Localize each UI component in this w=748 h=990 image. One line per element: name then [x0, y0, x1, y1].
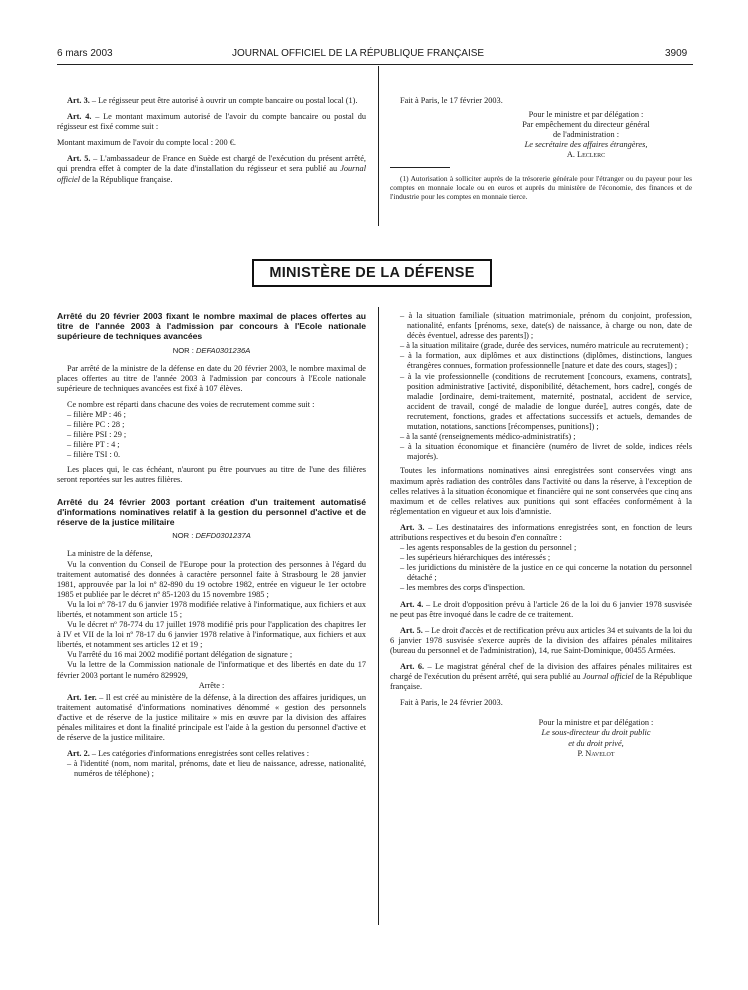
signature-line: Pour le ministre et par délégation : — [528, 110, 644, 120]
nor-label: NOR : — [172, 345, 196, 355]
signature-line: Pour la ministre et par délégation : — [538, 718, 654, 728]
top-art5 — [57, 154, 366, 184]
decree2-paragraph: Vu le décret nº 78-774 du 17 juillet 1978 modifié pris pour l'application des chapitres Ier à IV et VII de la loi nº 78-17 du 6 janvier 1978 relative à l'informatique, aux fichiers et aux libertés, et notamment ses articles 12 et 19 ; — [57, 620, 366, 650]
article-text: – Il est créé au ministère de la défense, à la direction des affaires juridiques, un traitement automatisé d'informations nominatives dénommé « gestion des personnels d'active et de réserve de la justice militaire » mis en œuvre par la division des affaires pénales militaires et dont la finalité principale est l'aide à la gestion du personnel d'active et de réserve de la justice militaire. — [57, 692, 366, 743]
right-column — [390, 311, 692, 759]
done-at-paris: Fait à Paris, le 24 février 2003. — [400, 698, 503, 708]
signature-line — [500, 739, 692, 749]
article-label: Art. 1er. — [67, 692, 97, 702]
list-item: – les agents responsables de la gestion du personnel ; — [400, 543, 577, 553]
right-art3 — [390, 523, 692, 543]
article-text: – Le droit d'accès et de rectification prévu aux articles 34 et suivants de la loi du 6 janvier 1978 susvisée s'exerce auprès de la division des affaires pénales militaires (bureau du personnel et de l'administration), 14, rue Saint-Dominique, 00455 Armées. — [390, 625, 693, 655]
left-column — [57, 311, 366, 784]
signature-block — [500, 718, 692, 758]
journal-officiel-italic: Journal officiel — [57, 164, 366, 184]
article-label: Art. 2. — [67, 749, 90, 759]
signature-line: Par empêchement du directeur général — [522, 120, 650, 130]
column-divider-bottom — [378, 307, 379, 925]
article-label: Art. 4. — [67, 112, 92, 122]
decree1-paragraph: Ce nombre est réparti dans chacune des voies de recrutement comme suit : — [67, 399, 315, 409]
decree1-list — [57, 410, 366, 460]
list-item: – à l'identité (nom, nom marital, prénoms, date et lieu de naissance, adresse, nationalité, numéros de téléphone) ; — [67, 759, 366, 779]
article-text: – Le droit d'opposition prévu à l'article 26 de la loi du 6 janvier 1978 susvisée ne peut pas être invoqué dans le cadre de ce traitement. — [390, 599, 692, 619]
signature-line — [480, 140, 692, 150]
journal-officiel-italic: Journal officiel — [582, 672, 634, 682]
decree2-paragraph: Vu la loi nº 78-17 du 6 janvier 1978 modifiée relative à l'informatique, aux fichiers et aux libertés, et notamment son article 15 ; — [57, 599, 366, 619]
decree2-title: Arrêté du 24 février 2003 portant création d'un traitement automatisé d'informations nominatives relatif à la gestion du personnel d'active et de réserve de la justice militaire — [57, 496, 366, 528]
done-at-paris: Fait à Paris, le 17 février 2003. — [400, 96, 503, 105]
article-label: Art. 6. — [400, 662, 425, 671]
decree2-art2-list — [57, 759, 366, 779]
article-text: – L'ambassadeur de France en Suède est chargé de l'exécution du présent arrêté, qui prendra effet à compter de la date d'installation du régisseur et sera publié au — [57, 154, 366, 174]
top-left-column — [57, 96, 366, 191]
article-label: Art. 3. — [400, 522, 425, 532]
list-item: – les supérieurs hiérarchiques des intéressés ; — [400, 553, 551, 563]
list-item: – à la formation, aux diplômes et aux distinctions (diplômes, distinctions, langues étrangères connues, formation professionnelle [nature et date des cours, stages]) ; — [400, 351, 692, 371]
list-item: – filière PT : 4 ; — [67, 440, 120, 450]
right-list — [390, 311, 692, 462]
signature-block — [480, 110, 692, 160]
list-item: – filière TSI : 0. — [67, 450, 121, 460]
article-text: – Les destinataires des informations enregistrées sont, en fonction de leurs attributions respectives et du besoin d'en connaître : — [390, 522, 693, 542]
decree2-paragraph: Vu l'arrêté du 16 mai 2002 modifié portant délégation de signature ; — [67, 650, 293, 660]
article-text: – Le montant maximum autorisé de l'avoir du compte bancaire ou postal du régisseur est fixé comme suit : — [57, 112, 367, 132]
header-date: 6 mars 2003 — [57, 48, 113, 59]
list-item: – filière PC : 28 ; — [67, 420, 125, 430]
list-item: – à la santé (renseignements médico-administratifs) ; — [400, 432, 576, 442]
nor-code: DEFA0301236A — [195, 345, 251, 355]
header-page-number: 3909 — [665, 48, 688, 59]
list-item: – les juridictions du ministère de la justice en ce qui concerne la notation du personnel détaché ; — [400, 563, 692, 583]
signatory-title: Le sous-directeur du droit public — [541, 728, 651, 738]
art3-list — [390, 543, 692, 593]
signatory-title: et du droit privé, — [568, 738, 624, 748]
signatory-title: Le secrétaire des affaires étrangères, — [524, 140, 648, 150]
list-item: – filière MP : 46 ; — [67, 410, 126, 420]
list-item: – à la vie professionnelle (conditions de recrutement [concours, examens, contrats], position administrative [activité, disponibilité, détachement, hors cadre], congés de maladie [ordinaire, demi-traitement, maternité, postnatal, accident de service, accident de travail, congé de maladie de longue durée], autres congés, date de recrutement, fonctions, grades et affectations successifs et actuels, demandes de mutation, notations, sanctions [récompenses, punitions]) ; — [400, 371, 692, 432]
list-item: – à la situation familiale (situation matrimoniale, prénom du conjoint, profession, nationalité, enfants [prénoms, sexe, date(s) de naissance, à charge ou non, date de décès éventuel, adresse des parents]) ; — [400, 311, 692, 341]
article-text: – Les catégories d'informations enregistrées sont celles relatives : — [89, 749, 310, 759]
article-text: – Le régisseur peut être autorisé à ouvrir un compte bancaire ou postal local (1). — [89, 96, 358, 105]
right-art6 — [390, 662, 692, 692]
article-label: Art. 5. — [400, 625, 423, 635]
article-text: – Le magistrat général chef de la division des affaires pénales militaires est chargé de l'exécution du présent arrêté, qui sera publié au — [390, 662, 692, 682]
top-art4-amount: Montant maximum de l'avoir du compte local : 200 €. — [57, 138, 236, 148]
right-art4 — [390, 600, 692, 620]
list-item: – à la situation militaire (grade, durée des services, numéro matricule au recrutement) ; — [400, 341, 689, 351]
decree2-art1 — [57, 693, 366, 743]
article-label: Art. 4. — [400, 599, 424, 609]
decree2-paragraph: Vu la convention du Conseil de l'Europe pour la protection des personnes à l'égard du traitement automatisé des données à caractère personnel faite à Strasbourg le 28 janvier 1981, approuvée par la loi nº 82-890 du 19 octobre 1982, entrée en vigueur le 1er octobre 1985 et publiée par le décret nº 85-1203 du 15 novembre 1985 ; — [57, 559, 366, 599]
arrete-heading: Arrête : — [198, 680, 225, 690]
right-art5 — [390, 626, 692, 656]
header-journal-title: JOURNAL OFFICIEL DE LA RÉPUBLIQUE FRANÇAISE — [232, 48, 485, 59]
article-text: de la République française. — [390, 672, 692, 692]
signatory-name: A. Leclerc — [566, 150, 606, 160]
decree1-title: Arrêté du 20 février 2003 fixant le nombre maximal de places offertes au titre de l'année 2003 à l'admission par concours à l'Ecole nationale supérieure de techniques avancées — [57, 311, 366, 342]
decree2-paragraph: Vu la lettre de la Commission nationale de l'informatique et des libertés en date du 17 février 2003 portant le numéro 829929, — [57, 660, 366, 680]
decree2-paragraph: La ministre de la défense, — [67, 549, 153, 559]
ministry-heading: MINISTÈRE DE LA DÉFENSE — [252, 259, 492, 287]
decree1-nor — [57, 346, 366, 356]
top-art3 — [57, 96, 366, 106]
decree1-paragraph: Par arrêté de la ministre de la défense en date du 20 février 2003, le nombre maximal de places offertes au titre de l'année 2003 à l'admission par concours à l'Ecole nationale supérieure de techniques avancées est fixé à 107 élèves. — [57, 363, 366, 393]
nor-code: DEFD0301237A — [195, 531, 251, 541]
list-item: – les membres des corps d'inspection. — [400, 583, 526, 593]
footnote-rule — [390, 167, 450, 168]
article-label: Art. 3. — [67, 96, 90, 105]
top-right-column — [390, 96, 692, 207]
footnote: (1) Autorisation à solliciter auprès de la trésorerie générale pour l'étranger ou du payeur pour les comptes en monnaie locale ou en euros et auprès du ministère de l'économie, des finances et de l'industrie pour les comptes en monnaie tierce. — [390, 173, 692, 201]
decree2-nor — [57, 531, 366, 541]
column-divider-top — [378, 66, 379, 226]
article-label: Art. 5. — [67, 154, 91, 164]
signature-line — [500, 728, 692, 738]
signature-line: de l'administration : — [552, 130, 619, 140]
header-rule — [57, 64, 693, 65]
top-art4 — [57, 112, 366, 132]
list-item: – à la situation économique et financière (numéro de livret de solde, indices réels majorés). — [400, 442, 692, 462]
article-text: de la République française. — [80, 174, 173, 184]
nor-label: NOR : — [172, 531, 196, 541]
signatory-name: P. Navelot — [577, 748, 615, 758]
list-item: – filière PSI : 29 ; — [67, 430, 127, 440]
decree1-paragraph: Les places qui, le cas échéant, n'auront pu être pourvues au titre de l'une des filières seront reportées sur les autres filières. — [57, 464, 366, 484]
retention-paragraph: Toutes les informations nominatives ainsi enregistrées sont conservées vingt ans maximum après radiation des contrôles dans l'activité ou dans la réserve, à l'exception de celles relatives à la situation économique et financière qui ne sont conservées que cinq ans maximum et de celles relatives aux punitions qui sont effacées conformément à la réglementation en vigueur et aux lois d'amnistie. — [390, 466, 692, 516]
decree2-art2 — [57, 749, 366, 759]
